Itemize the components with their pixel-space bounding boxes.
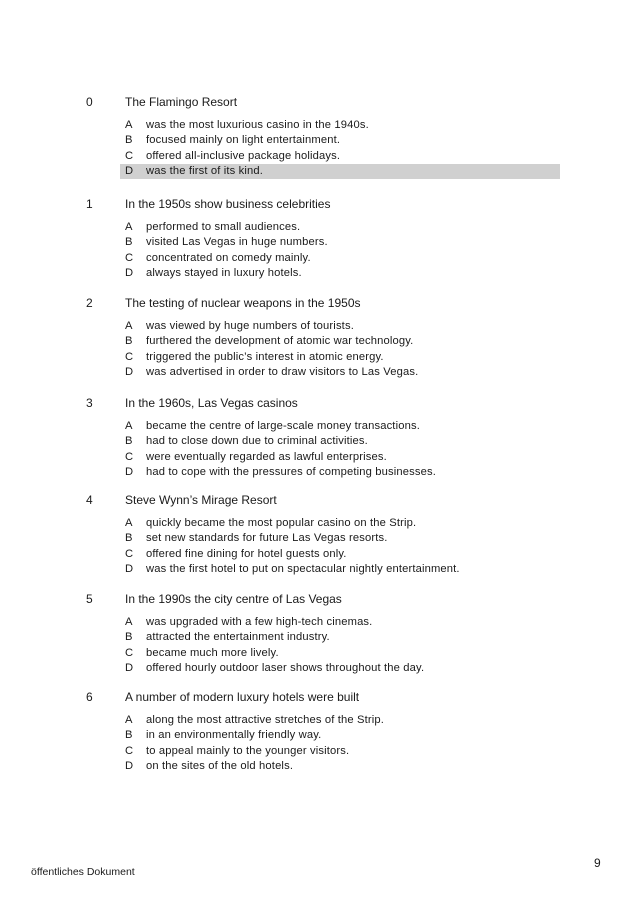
question-number: 5 (86, 592, 93, 606)
option-letter: B (125, 532, 133, 545)
option-text: performed to small audiences. (146, 221, 301, 233)
answer-option-d[interactable] (120, 661, 560, 676)
option-letter: C (125, 350, 134, 363)
page-number: 9 (594, 856, 601, 870)
question-stem: In the 1950s show business celebrities (125, 197, 331, 211)
answer-option-a[interactable] (120, 615, 560, 630)
answer-option-a[interactable] (120, 118, 560, 133)
answer-options (120, 615, 560, 676)
answer-option-d[interactable] (120, 759, 560, 774)
answer-option-a[interactable] (120, 319, 560, 334)
option-letter: D (125, 164, 134, 177)
option-text: focused mainly on light entertainment. (146, 134, 341, 147)
question-stem: Steve Wynn’s Mirage Resort (125, 493, 277, 507)
option-text: quickly became the most popular casino on the Strip. (146, 517, 417, 529)
answer-option-b[interactable] (120, 531, 560, 546)
question-stem: The testing of nuclear weapons in the 1950s (125, 296, 361, 310)
option-text: offered all-inclusive package holidays. (146, 149, 341, 162)
option-letter: C (125, 251, 134, 264)
option-text: was the first of its kind. (146, 164, 264, 177)
option-letter: A (125, 320, 133, 332)
answer-option-c[interactable] (120, 547, 560, 562)
document-classification-label: öffentliches Dokument (31, 866, 135, 878)
option-text: were eventually regarded as lawful enterprises. (146, 450, 387, 463)
option-text: offered hourly outdoor laser shows throughout the day. (146, 661, 425, 674)
option-text: was upgraded with a few high-tech cinemas. (146, 616, 373, 628)
answer-option-d[interactable] (120, 164, 560, 179)
option-text: offered fine dining for hotel guests only. (146, 547, 347, 560)
question-stem: The Flamingo Resort (125, 95, 238, 109)
answer-option-b[interactable] (120, 235, 560, 250)
option-text: set new standards for future Las Vegas resorts. (146, 532, 388, 545)
option-letter: C (125, 646, 134, 659)
option-letter: B (125, 631, 133, 644)
option-text: became the centre of large-scale money transactions. (146, 420, 420, 432)
answer-options (120, 220, 560, 281)
option-text: was the first hotel to put on spectacular nightly entertainment. (146, 562, 460, 575)
option-letter: D (125, 465, 134, 478)
answer-options (120, 713, 560, 774)
option-letter: C (125, 547, 134, 560)
option-letter: D (125, 365, 134, 378)
answer-option-d[interactable] (120, 465, 560, 480)
option-letter: A (125, 420, 133, 432)
option-text: visited Las Vegas in huge numbers. (146, 236, 328, 249)
option-text: was viewed by huge numbers of tourists. (146, 320, 354, 332)
option-letter: A (125, 221, 133, 233)
option-text: was the most luxurious casino in the 1940s. (146, 119, 369, 131)
answer-option-b[interactable] (120, 728, 560, 743)
question-number: 1 (86, 197, 93, 211)
answer-option-d[interactable] (120, 266, 560, 281)
option-letter: D (125, 562, 134, 575)
option-text: concentrated on comedy mainly. (146, 251, 311, 264)
answer-options (120, 419, 560, 480)
option-letter: B (125, 236, 133, 249)
option-text: was advertised in order to draw visitors to Las Vegas. (146, 365, 419, 378)
option-text: had to cope with the pressures of competing businesses. (146, 465, 436, 478)
question-number: 4 (86, 493, 93, 507)
answer-options (120, 319, 560, 380)
option-text: furthered the development of atomic war technology. (146, 335, 414, 348)
answer-option-c[interactable] (120, 251, 560, 266)
answer-option-b[interactable] (120, 434, 560, 449)
question-stem: A number of modern luxury hotels were built (125, 690, 360, 704)
option-letter: C (125, 744, 134, 757)
answer-option-a[interactable] (120, 516, 560, 531)
answer-option-b[interactable] (120, 133, 560, 148)
option-text: along the most attractive stretches of the Strip. (146, 714, 385, 726)
option-letter: A (125, 119, 133, 131)
question-number: 0 (86, 95, 93, 109)
option-letter: A (125, 714, 133, 726)
question-number: 2 (86, 296, 93, 310)
question-stem: In the 1990s the city centre of Las Vegas (125, 592, 342, 606)
option-text: always stayed in luxury hotels. (146, 266, 302, 279)
option-letter: A (125, 517, 133, 529)
answer-option-c[interactable] (120, 149, 560, 164)
option-letter: C (125, 450, 134, 463)
answer-option-b[interactable] (120, 630, 560, 645)
answer-option-d[interactable] (120, 562, 560, 577)
option-text: had to close down due to criminal activities. (146, 435, 368, 448)
answer-option-c[interactable] (120, 744, 560, 759)
question-stem: In the 1960s, Las Vegas casinos (125, 396, 298, 410)
answer-options (120, 118, 560, 179)
answer-option-d[interactable] (120, 365, 560, 380)
option-text: triggered the public’s interest in atomic energy. (146, 350, 384, 363)
option-letter: D (125, 266, 134, 279)
option-letter: B (125, 435, 133, 448)
answer-option-c[interactable] (120, 350, 560, 365)
question-number: 3 (86, 396, 93, 410)
answer-option-a[interactable] (120, 220, 560, 235)
option-letter: D (125, 759, 134, 772)
option-letter: A (125, 616, 133, 628)
answer-option-b[interactable] (120, 334, 560, 349)
answer-options (120, 516, 560, 577)
option-letter: B (125, 134, 133, 147)
option-text: on the sites of the old hotels. (146, 759, 294, 772)
option-letter: B (125, 335, 133, 348)
answer-option-a[interactable] (120, 713, 560, 728)
option-text: in an environmentally friendly way. (146, 729, 322, 742)
answer-option-c[interactable] (120, 450, 560, 465)
option-text: became much more lively. (146, 646, 279, 659)
answer-option-c[interactable] (120, 646, 560, 661)
question-number: 6 (86, 690, 93, 704)
option-text: to appeal mainly to the younger visitors. (146, 744, 350, 757)
option-letter: C (125, 149, 134, 162)
answer-option-a[interactable] (120, 419, 560, 434)
option-letter: B (125, 729, 133, 742)
option-text: attracted the entertainment industry. (146, 631, 330, 644)
option-letter: D (125, 661, 134, 674)
